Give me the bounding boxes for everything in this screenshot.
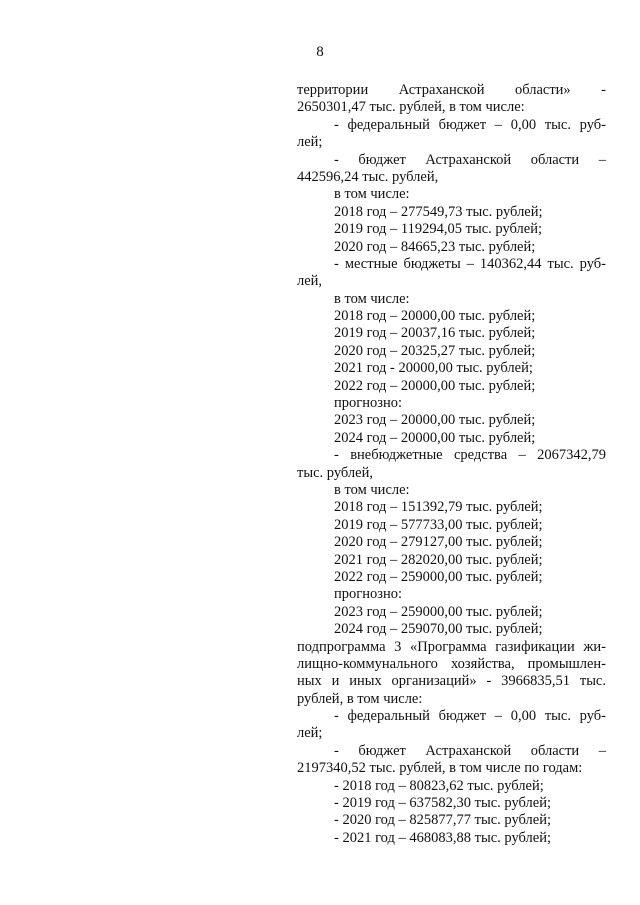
text-line: 2019 год – 20037,16 тыс. рублей; (334, 325, 536, 342)
text-line: - 2019 год – 637582,30 тыс. рублей; (334, 795, 551, 812)
text-line: лей; (297, 725, 323, 742)
text-line: подпрограмма 3 «Программа газификации жи- (297, 638, 606, 655)
text-line: - местные бюджеты – 140362,44 тыс. руб- (334, 255, 606, 272)
text-line: ных и иных организаций» - 3966835,51 тыс. (297, 673, 606, 690)
text-line: 2021 год - 20000,00 тыс. рублей; (334, 360, 533, 377)
text-line: лей, (297, 273, 323, 290)
text-line: 2023 год – 259000,00 тыс. рублей; (334, 603, 543, 620)
text-line: 2023 год – 20000,00 тыс. рублей; (334, 412, 536, 429)
text-line: 2020 год – 20325,27 тыс. рублей; (334, 342, 536, 359)
text-line: прогнозно: (334, 586, 402, 603)
text-line: 2024 год – 259070,00 тыс. рублей; (334, 621, 543, 638)
document-text (297, 82, 606, 847)
text-line: 2020 год – 279127,00 тыс. рублей; (334, 534, 543, 551)
text-line: - федеральный бюджет – 0,00 тыс. руб- (334, 116, 606, 133)
text-line: лищно-коммунального хозяйства, промышлен- (297, 655, 606, 672)
text-line: 2018 год – 20000,00 тыс. рублей; (334, 308, 536, 325)
text-line: 2022 год – 20000,00 тыс. рублей; (334, 377, 536, 394)
text-line: в том числе: (334, 186, 410, 203)
text-line: 442596,24 тыс. рублей, (297, 168, 439, 185)
text-line: - внебюджетные средства – 2067342,79 (334, 447, 606, 464)
text-line: рублей, в том числе: (297, 690, 423, 707)
text-line: лей; (297, 134, 323, 151)
text-line: территории Астраханской области» - (297, 82, 606, 98)
text-line: тыс. рублей, (297, 464, 373, 481)
text-line: 2197340,52 тыс. рублей, в том числе по годам: (297, 760, 583, 777)
text-line: 2024 год – 20000,00 тыс. рублей; (334, 429, 536, 446)
text-line: - 2018 год – 80823,62 тыс. рублей; (334, 777, 544, 794)
text-line: 2022 год – 259000,00 тыс. рублей; (334, 568, 543, 585)
text-line: - бюджет Астраханской области – (334, 742, 606, 759)
text-line: - федеральный бюджет – 0,00 тыс. руб- (334, 708, 606, 725)
text-line: в том числе: (334, 290, 410, 307)
text-line: 2650301,47 тыс. рублей, в том числе: (297, 99, 525, 116)
page-number: 8 (316, 44, 324, 60)
text-line: - бюджет Астраханской области – (334, 151, 606, 168)
text-line: 2018 год – 277549,73 тыс. рублей; (334, 203, 543, 220)
text-line: прогнозно: (334, 395, 402, 412)
text-line: 2018 год – 151392,79 тыс. рублей; (334, 499, 543, 516)
text-line: 2019 год – 119294,05 тыс. рублей; (334, 221, 542, 238)
text-line: 2020 год – 84665,23 тыс. рублей; (334, 238, 536, 255)
text-line: - 2020 год – 825877,77 тыс. рублей; (334, 812, 551, 829)
text-line: - 2021 год – 468083,88 тыс. рублей; (334, 829, 551, 846)
text-line: 2019 год – 577733,00 тыс. рублей; (334, 516, 543, 533)
text-line: в том числе: (334, 481, 410, 498)
text-line: 2021 год – 282020,00 тыс. рублей; (334, 551, 543, 568)
